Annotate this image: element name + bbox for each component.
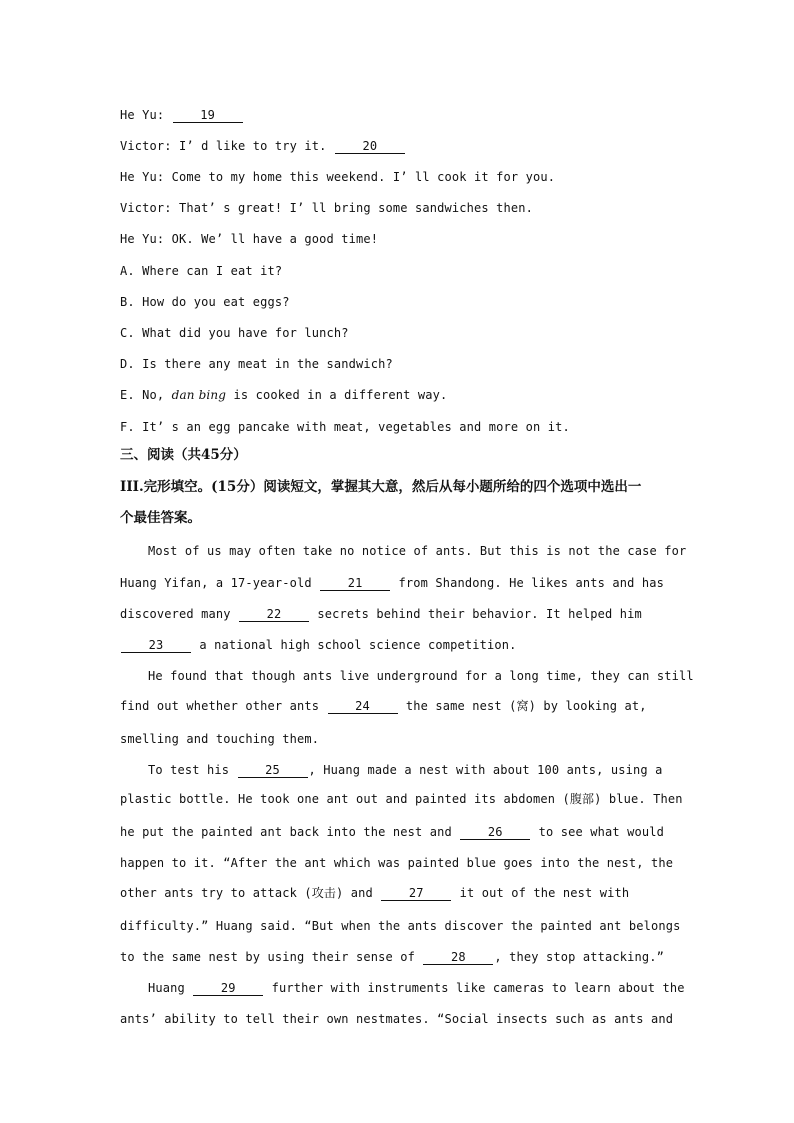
passage-line	[120, 824, 664, 840]
blank-19[interactable]: 19	[173, 109, 243, 123]
passage-line	[120, 949, 664, 965]
dialogue-text: Victor: I’ d like to try it.	[120, 139, 327, 153]
dialogue-line-2	[120, 138, 406, 154]
dialogue-line-1	[120, 107, 244, 123]
passage-line	[120, 575, 664, 591]
passage-line: Most of us may often take no notice of ants. But this is not the case for	[148, 544, 687, 558]
dialogue-line-5: He Yu: OK. We’ ll have a good time!	[120, 232, 379, 246]
passage-line: He found that though ants live underground for a long time, they can still	[148, 669, 694, 683]
option-b: B. How do you eat eggs?	[120, 295, 290, 309]
passage-text: , Huang made a nest with about 100 ants, using a	[308, 763, 663, 777]
passage-text: secrets behind their behavior. It helped him	[317, 607, 642, 621]
speaker-he-yu: He Yu:	[120, 108, 165, 122]
passage-line	[148, 762, 662, 778]
passage-text: to the same nest by using their sense of	[120, 950, 415, 964]
passage-text: from Shandong. He likes ants and has	[398, 576, 664, 590]
option-e	[120, 387, 447, 403]
blank-24[interactable]: 24	[328, 700, 398, 714]
passage-text: discovered many	[120, 607, 231, 621]
passage-text: Huang Yifan, a 17-year-old	[120, 576, 312, 590]
passage-line: difficulty.” Huang said. “But when the ants discover the painted ant belongs	[120, 919, 681, 933]
passage-text: , they stop attacking.”	[494, 950, 664, 964]
option-e-suffix: is cooked in a different way.	[233, 388, 448, 402]
section-instruction-line-1: III.完形填空。(15分）阅读短文，掌握其大意，然后从每小题所给的四个选项中选出一	[120, 479, 642, 495]
blank-20[interactable]: 20	[335, 140, 405, 154]
passage-line	[120, 698, 647, 714]
blank-26[interactable]: 26	[460, 826, 530, 840]
blank-27[interactable]: 27	[381, 887, 451, 901]
passage-text: a national high school science competition.	[199, 638, 517, 652]
passage-line	[120, 885, 629, 901]
blank-29[interactable]: 29	[193, 982, 263, 996]
option-f: F. It’ s an egg pancake with meat, vegetables and more on it.	[120, 420, 570, 434]
blank-21[interactable]: 21	[320, 577, 390, 591]
passage-text: the same nest (窝) by looking at,	[405, 699, 647, 713]
passage-line: ants’ ability to tell their own nestmates. “Social insects such as ants and	[120, 1012, 674, 1026]
dialogue-line-4: Victor: That’ s great! I’ ll bring some sandwiches then.	[120, 201, 533, 215]
dialogue-line-3: He Yu: Come to my home this weekend. I’ ll cook it for you.	[120, 170, 556, 184]
passage-text: other ants try to attack (攻击) and	[120, 886, 373, 900]
blank-23[interactable]: 23	[121, 639, 191, 653]
option-c: C. What did you have for lunch?	[120, 326, 349, 340]
section-title: 三、阅读（共45分）	[120, 447, 247, 463]
passage-text: To test his	[148, 763, 230, 777]
blank-25[interactable]: 25	[238, 764, 308, 778]
blank-28[interactable]: 28	[423, 951, 493, 965]
passage-line: happen to it. “After the ant which was painted blue goes into the nest, the	[120, 856, 674, 870]
passage-line: plastic bottle. He took one ant out and painted its abdomen (腹部) blue. Then	[120, 792, 683, 806]
section-instruction-line-2: 个最佳答案。	[120, 510, 201, 526]
passage-text: to see what would	[538, 825, 664, 839]
option-d: D. Is there any meat in the sandwich?	[120, 357, 393, 371]
passage-line	[148, 980, 685, 996]
passage-text: he put the painted ant back into the nest and	[120, 825, 452, 839]
passage-text: it out of the nest with	[459, 886, 630, 900]
passage-text: Huang	[148, 981, 185, 995]
passage-line	[120, 606, 642, 622]
option-a: A. Where can I eat it?	[120, 264, 283, 278]
option-e-prefix: E. No,	[120, 388, 165, 402]
passage-line: smelling and touching them.	[120, 732, 320, 746]
passage-text: find out whether other ants	[120, 699, 320, 713]
blank-22[interactable]: 22	[239, 608, 309, 622]
passage-text: further with instruments like cameras to learn about the	[271, 981, 685, 995]
option-e-italic-term: dan bing	[171, 388, 227, 402]
passage-line	[120, 637, 516, 653]
